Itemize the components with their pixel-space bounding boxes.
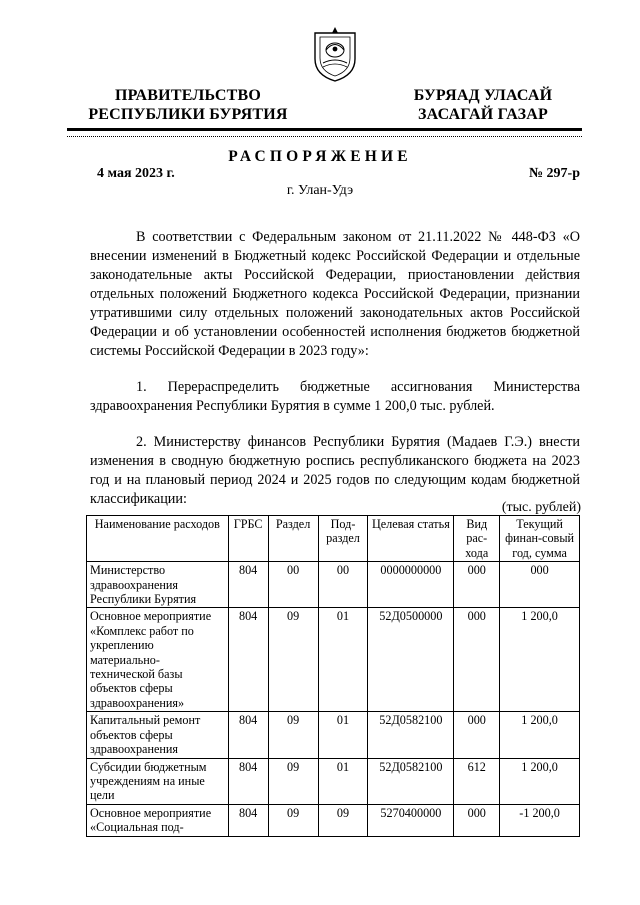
header-expense-type: Вид рас-хода bbox=[454, 516, 500, 562]
header-grbs: ГРБС bbox=[228, 516, 268, 562]
header-divider-thick bbox=[67, 128, 582, 131]
cell-subsection: 01 bbox=[318, 608, 368, 712]
table-row bbox=[87, 562, 580, 608]
table-row bbox=[87, 608, 580, 712]
cell-subsection: 09 bbox=[318, 804, 368, 836]
cell-expense-type: 612 bbox=[454, 758, 500, 804]
coat-of-arms-icon bbox=[311, 25, 359, 83]
cell-grbs: 804 bbox=[228, 608, 268, 712]
item-1-paragraph: 1. Перераспределить бюджетные ассигнования Министерства здравоохранения Республики Бурятия в сумме 1 200,0 тыс. рублей. bbox=[90, 379, 580, 414]
government-name-bua bbox=[398, 86, 568, 124]
cell-name: Министерство здравоохранения Республики Бурятия bbox=[87, 562, 229, 608]
table-row bbox=[87, 804, 580, 836]
cell-target: 52Д0582100 bbox=[368, 758, 454, 804]
cell-target: 52Д0500000 bbox=[368, 608, 454, 712]
header-section: Раздел bbox=[268, 516, 318, 562]
cell-amount: 1 200,0 bbox=[500, 712, 580, 758]
document-number: № 297-р bbox=[528, 166, 580, 181]
cell-grbs: 804 bbox=[228, 712, 268, 758]
cell-expense-type: 000 bbox=[454, 608, 500, 712]
header-left-line2: РЕСПУБЛИКИ БУРЯТИЯ bbox=[88, 106, 288, 123]
cell-expense-type: 000 bbox=[454, 562, 500, 608]
budget-table bbox=[86, 515, 580, 837]
document-title: РАСПОРЯЖЕНИЕ bbox=[228, 148, 412, 165]
header-name: Наименование расходов bbox=[87, 516, 229, 562]
cell-name: Субсидии бюджетным учреждениям на иные цели bbox=[87, 758, 229, 804]
table-header-row bbox=[87, 516, 580, 562]
cell-amount: -1 200,0 bbox=[500, 804, 580, 836]
government-name-ru bbox=[88, 86, 288, 124]
document-date: 4 мая 2023 г. bbox=[97, 166, 175, 181]
header-right-line1: БУРЯАД УЛАСАЙ bbox=[413, 87, 553, 104]
cell-amount: 1 200,0 bbox=[500, 608, 580, 712]
cell-target: 52Д0582100 bbox=[368, 712, 454, 758]
cell-target: 0000000000 bbox=[368, 562, 454, 608]
header-right-line2: ЗАСАГАЙ ГАЗАР bbox=[418, 106, 548, 123]
item-2-paragraph: 2. Министерству финансов Республики Бурятия (Мадаев Г.Э.) внести изменения в сводную бюджетную роспись республиканского бюджета на 2023 год и на плановый период 2024 и 2025 годов по следующим кодам бюджетной классификации: bbox=[90, 434, 580, 507]
cell-subsection: 00 bbox=[318, 562, 368, 608]
cell-name: Основное мероприятие «Социальная под- bbox=[87, 804, 229, 836]
cell-section: 09 bbox=[268, 608, 318, 712]
document-city: г. Улан-Удэ bbox=[286, 183, 354, 198]
header-target: Целевая статья bbox=[368, 516, 454, 562]
cell-name: Капитальный ремонт объектов сферы здравоохранения bbox=[87, 712, 229, 758]
table-units: (тыс. рублей) bbox=[501, 500, 581, 515]
preamble-paragraph: В соответствии с Федеральным законом от 21.11.2022 № 448-ФЗ «О внесении изменений в Бюджетный кодекс Российской Федерации и отдельные законодательные акты Российской Федерации, приостановлении действия отдельных положений Бюджетного кодекса Российской Федерации, признании утратившими силу отдельных положений законодательных актов Российской Федерации и об установлении особенностей исполнения бюджетов бюджетной системы Российской Федерации в 2023 году»: bbox=[90, 229, 580, 359]
cell-section: 09 bbox=[268, 758, 318, 804]
cell-amount: 000 bbox=[500, 562, 580, 608]
cell-grbs: 804 bbox=[228, 758, 268, 804]
cell-amount: 1 200,0 bbox=[500, 758, 580, 804]
header-subsection: Под-раздел bbox=[318, 516, 368, 562]
cell-grbs: 804 bbox=[228, 804, 268, 836]
cell-subsection: 01 bbox=[318, 758, 368, 804]
cell-subsection: 01 bbox=[318, 712, 368, 758]
cell-name: Основное мероприятие «Комплекс работ по укреплению материально-технической базы объектов сферы здравоохранения» bbox=[87, 608, 229, 712]
table-row bbox=[87, 758, 580, 804]
cell-section: 09 bbox=[268, 804, 318, 836]
cell-expense-type: 000 bbox=[454, 712, 500, 758]
cell-section: 00 bbox=[268, 562, 318, 608]
header-divider-dotted bbox=[67, 136, 582, 137]
cell-grbs: 804 bbox=[228, 562, 268, 608]
header-left-line1: ПРАВИТЕЛЬСТВО bbox=[114, 87, 262, 104]
cell-expense-type: 000 bbox=[454, 804, 500, 836]
table-row bbox=[87, 712, 580, 758]
cell-target: 5270400000 bbox=[368, 804, 454, 836]
header-amount: Текущий финан-совый год, сумма bbox=[500, 516, 580, 562]
cell-section: 09 bbox=[268, 712, 318, 758]
